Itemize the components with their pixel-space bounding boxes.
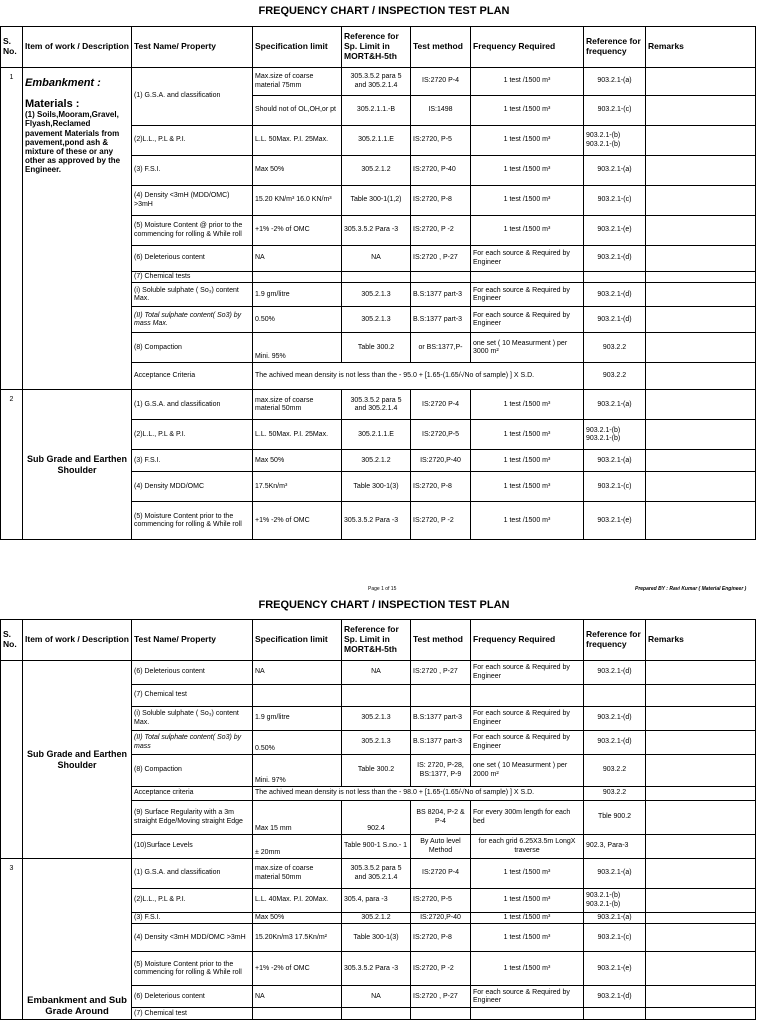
item-description: Embankment and Sub Grade Around <box>23 859 132 1020</box>
freq-ref: 903.2.1-(a) <box>584 390 646 420</box>
freq-ref: 902.3, Para-3 <box>584 835 646 859</box>
spec-limit: NA <box>253 661 342 685</box>
test-method: IS:2720, P-8 <box>411 186 471 216</box>
remarks <box>646 307 756 333</box>
remarks <box>646 363 756 390</box>
test-name: (9) Surface Regularity with a 3m straight Edge/Moving straight Edge <box>132 801 253 835</box>
col-header-spec: Specification limit <box>253 27 342 68</box>
serial-number <box>1 661 23 859</box>
test-method: IS:1498 <box>411 96 471 126</box>
spec-ref: 305.2.1.3 <box>342 731 411 755</box>
freq-ref: 903.2.1-(d) <box>584 986 646 1008</box>
remarks <box>646 661 756 685</box>
inspection-table-page-2 <box>0 619 756 1020</box>
test-method: IS:2720, P-8 <box>411 924 471 952</box>
spec-limit: 15.20 KN/m³ 16.0 KN/m³ <box>253 186 342 216</box>
frequency: 1 test /1500 m³ <box>471 913 584 924</box>
acceptance-criteria: The achived mean density is not less than the - 98.0 + [1.65-(1.65/√No of sample) ] X S.D. <box>253 787 584 801</box>
test-name: (6) Deleterious content <box>132 661 253 685</box>
frequency: For each source & Required by Engineer <box>471 283 584 307</box>
spec-ref: Table 300-1(3) <box>342 472 411 502</box>
remarks <box>646 952 756 986</box>
test-name: (4) Density <3mH MDD/OMC >3mH <box>132 924 253 952</box>
frequency: 1 test /1500 m³ <box>471 502 584 540</box>
freq-ref: 903.2.1-(d) <box>584 661 646 685</box>
frequency: 1 test /1500 m³ <box>471 889 584 913</box>
frequency: one set ( 10 Measurment ) per 3000 m² <box>471 333 584 363</box>
col-header-ref: Reference for Sp. Limit in MORT&H-5th <box>342 620 411 661</box>
test-name: (7) Chemical test <box>132 685 253 707</box>
spec-ref: 305.3.5.2 Para -3 <box>342 502 411 540</box>
spec-limit: L.L. 40Max. P.I. 20Max. <box>253 889 342 913</box>
frequency: For each source & Required by Engineer <box>471 246 584 272</box>
test-method: IS:2720, P -2 <box>411 952 471 986</box>
col-header-method: Test method <box>411 27 471 68</box>
freq-ref: 903.2.1-(b) 903.2.1-(b) <box>584 420 646 450</box>
test-method: BS 8204, P-2 & P-4 <box>411 801 471 835</box>
spec-ref: 902.4 <box>342 801 411 835</box>
col-header-sno: S. No. <box>1 620 23 661</box>
test-name: (1) G.S.A. and classification <box>132 68 253 126</box>
frequency: 1 test /1500 m³ <box>471 450 584 472</box>
item-text: (1) Soils,Mooram,Gravel, Flyash,Reclamed pavement Materials from pavement,pond ash & mixture of these or any other as approved by the Engineer. <box>25 110 121 175</box>
freq-ref: 903.2.2 <box>584 755 646 787</box>
test-method: B.S:1377 part-3 <box>411 731 471 755</box>
remarks <box>646 186 756 216</box>
test-name: (3) F.S.I. <box>132 450 253 472</box>
spec-ref: 305.3.5.2 para 5 and 305.2.1.4 <box>342 68 411 96</box>
table-row <box>1 859 756 889</box>
test-method: IS:2720, P-40 <box>411 156 471 186</box>
test-name: (II) Total sulphate content( So3) by mass Max. <box>132 307 253 333</box>
remarks <box>646 283 756 307</box>
remarks <box>646 246 756 272</box>
frequency: 1 test /1500 m³ <box>471 390 584 420</box>
frequency: 1 test /1500 m³ <box>471 472 584 502</box>
spec-limit: NA <box>253 246 342 272</box>
freq-ref: 903.2.1-(e) <box>584 216 646 246</box>
spec-ref: 305.2.1.3 <box>342 283 411 307</box>
freq-ref: 903.2.1-(c) <box>584 186 646 216</box>
frequency: 1 test /1500 m³ <box>471 924 584 952</box>
spec-limit: 1.9 gm/litre <box>253 283 342 307</box>
remarks <box>646 333 756 363</box>
test-method: IS:2720, P -2 <box>411 502 471 540</box>
frequency: one set ( 10 Measurment ) per 2000 m² <box>471 755 584 787</box>
spec-limit: NA <box>253 986 342 1008</box>
item-heading: Embankment : <box>25 77 101 89</box>
spec-limit: L.L. 50Max. P.I. 25Max. <box>253 420 342 450</box>
remarks <box>646 216 756 246</box>
freq-ref: Tble 900.2 <box>584 801 646 835</box>
test-method: B.S:1377 part-3 <box>411 283 471 307</box>
remarks <box>646 913 756 924</box>
spec-limit: Should not of OL,OH,or pt <box>253 96 342 126</box>
test-method: IS:2720,P-40 <box>411 450 471 472</box>
remarks <box>646 731 756 755</box>
test-method: By Auto level Method <box>411 835 471 859</box>
remarks <box>646 472 756 502</box>
spec-ref: 305.3.5.2 Para -3 <box>342 952 411 986</box>
col-header-sno: S. No. <box>1 27 23 68</box>
frequency: 1 test /1500 m³ <box>471 96 584 126</box>
col-header-remarks: Remarks <box>646 620 756 661</box>
col-header-test: Test Name/ Property <box>132 620 253 661</box>
freq-ref: 903.2.1-(a) <box>584 68 646 96</box>
frequency: 1 test /1500 m³ <box>471 186 584 216</box>
frequency: 1 test /1500 m³ <box>471 420 584 450</box>
remarks <box>646 96 756 126</box>
remarks <box>646 801 756 835</box>
frequency: 1 test /1500 m³ <box>471 156 584 186</box>
spec-limit: Mini. 95% <box>253 333 342 363</box>
freq-ref: 903.2.1-(d) <box>584 731 646 755</box>
spec-limit: Max 50% <box>253 450 342 472</box>
test-method: IS:2720, P -2 <box>411 216 471 246</box>
remarks <box>646 859 756 889</box>
freq-ref: 903.2.2 <box>584 363 646 390</box>
col-header-item: Item of work / Description <box>23 620 132 661</box>
table-header-row <box>1 620 756 661</box>
remarks <box>646 450 756 472</box>
test-method: B.S:1377 part-3 <box>411 707 471 731</box>
test-name: (4) Density <3mH (MDD/OMC) >3mH <box>132 186 253 216</box>
item-description: Sub Grade and Earthen Shoulder <box>23 661 132 859</box>
col-header-remarks: Remarks <box>646 27 756 68</box>
test-name: (3) F.S.I. <box>132 156 253 186</box>
spec-ref: 305.2.1.1.E <box>342 126 411 156</box>
spec-limit: max.size of coarse material 50mm <box>253 390 342 420</box>
remarks <box>646 889 756 913</box>
freq-ref: 903.2.1-(e) <box>584 952 646 986</box>
spec-limit: 0.50% <box>253 307 342 333</box>
test-method: IS:2720,P-5 <box>411 420 471 450</box>
spec-limit: ± 20mm <box>253 835 342 859</box>
col-header-reffreq: Reference for frequency <box>584 27 646 68</box>
frequency: For each source & Required by Engineer <box>471 661 584 685</box>
spec-ref: 305.2.1.3 <box>342 707 411 731</box>
test-name: (i) Soluble sulphate ( So₃) content Max. <box>132 707 253 731</box>
spec-ref: 305.3.5.2 para 5 and 305.2.1.4 <box>342 390 411 420</box>
remarks <box>646 835 756 859</box>
test-method: IS:2720,P-40 <box>411 913 471 924</box>
test-name: (II) Total sulphate content( So3) by mass <box>132 731 253 755</box>
table-row <box>1 68 756 96</box>
test-name: (3) F.S.I. <box>132 913 253 924</box>
item-description <box>23 68 132 390</box>
freq-ref: 903.2.1-(e) <box>584 502 646 540</box>
spec-limit: +1% -2% of OMC <box>253 502 342 540</box>
spec-ref: 305.2.1.2 <box>342 450 411 472</box>
freq-ref: 903.2.1-(d) <box>584 283 646 307</box>
spec-ref: NA <box>342 986 411 1008</box>
col-header-method: Test method <box>411 620 471 661</box>
col-header-item: Item of work / Description <box>23 27 132 68</box>
freq-ref: 903.2.1-(a) <box>584 156 646 186</box>
freq-ref: 903.2.1-(a) <box>584 913 646 924</box>
remarks <box>646 986 756 1008</box>
page-title: FREQUENCY CHART / INSPECTION TEST PLAN <box>258 599 510 611</box>
test-name: (8) Compaction <box>132 755 253 787</box>
frequency: For each source & Required by Engineer <box>471 707 584 731</box>
remarks <box>646 707 756 731</box>
test-method: IS:2720 P-4 <box>411 390 471 420</box>
spec-limit: Max 50% <box>253 156 342 186</box>
spec-ref: 305.2.1.3 <box>342 307 411 333</box>
frequency: For each source & Required by Engineer <box>471 307 584 333</box>
col-header-freq: Frequency Required <box>471 27 584 68</box>
serial-number: 1 <box>1 68 23 390</box>
remarks <box>646 156 756 186</box>
spec-ref: Table 300-1(3) <box>342 924 411 952</box>
frequency: 1 test /1500 m³ <box>471 859 584 889</box>
test-name: (5) Moisture Content @ prior to the commencing for rolling & While roll <box>132 216 253 246</box>
table-row <box>1 661 756 685</box>
spec-ref: NA <box>342 246 411 272</box>
freq-ref: 903.2.1-(b) 903.2.1-(b) <box>584 126 646 156</box>
test-name: (10)Surface Levels <box>132 835 253 859</box>
col-header-ref: Reference for Sp. Limit in MORT&H-5th <box>342 27 411 68</box>
spec-ref: NA <box>342 661 411 685</box>
test-method: IS:2720 P-4 <box>411 859 471 889</box>
freq-ref: 903.2.1-(a) <box>584 859 646 889</box>
spec-limit: Mini. 97% <box>253 755 342 787</box>
spec-limit: +1% -2% of OMC <box>253 216 342 246</box>
test-method: B.S:1377 part-3 <box>411 307 471 333</box>
test-name: (2)L.L., P.L & P.I. <box>132 126 253 156</box>
spec-limit: +1% -2% of OMC <box>253 952 342 986</box>
remarks <box>646 68 756 96</box>
spec-limit: Max.size of coarse material 75mm <box>253 68 342 96</box>
test-method: IS:2720, P-8 <box>411 472 471 502</box>
remarks <box>646 390 756 420</box>
spec-limit: Max 15 mm <box>253 801 342 835</box>
test-method: IS:2720 , P-27 <box>411 246 471 272</box>
test-name: (1) G.S.A. and classification <box>132 390 253 420</box>
remarks <box>646 126 756 156</box>
test-name: (8) Compaction <box>132 333 253 363</box>
frequency: For every 300m length for each bed <box>471 801 584 835</box>
spec-limit: Max 50% <box>253 913 342 924</box>
freq-ref: 903.2.1-(c) <box>584 924 646 952</box>
inspection-table-page-1 <box>0 26 756 540</box>
spec-ref: 305.3.5.2 Para -3 <box>342 216 411 246</box>
test-name: (5) Moisture Content prior to the commencing for rolling & While roll <box>132 502 253 540</box>
spec-ref: Table 300.2 <box>342 755 411 787</box>
col-header-spec: Specification limit <box>253 620 342 661</box>
table-header-row <box>1 27 756 68</box>
freq-ref: 903.2.1-(c) <box>584 472 646 502</box>
serial-number: 2 <box>1 390 23 540</box>
prepared-by: Prepared BY : Ravi Kumar ( Material Engineer ) <box>635 586 747 592</box>
spec-ref: 305.3.5.2 para 5 and 305.2.1.4 <box>342 859 411 889</box>
test-name: (5) Moisture Content prior to the commencing for rolling & While roll <box>132 952 253 986</box>
test-name: Acceptance Criteria <box>132 363 253 390</box>
spec-ref: Table 300-1(1,2) <box>342 186 411 216</box>
freq-ref: 903.2.1-(a) <box>584 450 646 472</box>
test-name: (2)L.L., P.L & P.I. <box>132 420 253 450</box>
test-name: (1) G.S.A. and classification <box>132 859 253 889</box>
serial-number: 3 <box>1 859 23 1020</box>
test-name: (6) Deleterious content <box>132 986 253 1008</box>
frequency: 1 test /1500 m³ <box>471 126 584 156</box>
frequency: For each source & Required by Engineer <box>471 986 584 1008</box>
remarks <box>646 755 756 787</box>
freq-ref: 903.2.1-(d) <box>584 307 646 333</box>
spec-limit: L.L. 50Max. P.I. 25Max. <box>253 126 342 156</box>
test-method: IS:2720 , P-27 <box>411 986 471 1008</box>
spec-limit: max.size of coarse material 50mm <box>253 859 342 889</box>
test-method: IS:2720 , P-27 <box>411 661 471 685</box>
test-method: IS:2720 P-4 <box>411 68 471 96</box>
spec-ref: 305.2.1.1.-B <box>342 96 411 126</box>
test-name: (6) Deleterious content <box>132 246 253 272</box>
spec-ref: Table 300.2 <box>342 333 411 363</box>
freq-ref: 903.2.2 <box>584 333 646 363</box>
col-header-reffreq: Reference for frequency <box>584 620 646 661</box>
freq-ref: 903.2.1-(b) 903.2.1-(b) <box>584 889 646 913</box>
spec-ref: Table 900-1 S.no.- 1 <box>342 835 411 859</box>
spec-limit: 15.20Kn/m3 17.5Kn/m² <box>253 924 342 952</box>
test-method: IS:2720, P-5 <box>411 126 471 156</box>
remarks <box>646 502 756 540</box>
spec-ref: 305.4, para -3 <box>342 889 411 913</box>
test-method: or BS:1377,P- <box>411 333 471 363</box>
remarks <box>646 420 756 450</box>
test-method: IS: 2720, P-28, BS:1377, P-9 <box>411 755 471 787</box>
test-name: (i) Soluble sulphate ( So₃) content Max. <box>132 283 253 307</box>
remarks <box>646 924 756 952</box>
item-description: Sub Grade and Earthen Shoulder <box>23 390 132 540</box>
freq-ref: 903.2.1-(c) <box>584 96 646 126</box>
spec-limit: 1.9 gm/litre <box>253 707 342 731</box>
frequency: 1 test /1500 m³ <box>471 952 584 986</box>
test-name: (7) Chemical test <box>132 1008 253 1020</box>
page-title: FREQUENCY CHART / INSPECTION TEST PLAN <box>258 5 510 17</box>
frequency: For each source & Required by Engineer <box>471 731 584 755</box>
spec-limit: 0.50% <box>253 731 342 755</box>
spec-ref: 305.2.1.2 <box>342 156 411 186</box>
spec-ref: 305.2.1.1.E <box>342 420 411 450</box>
freq-ref: 903.2.2 <box>584 787 646 801</box>
freq-ref: 903.2.1-(d) <box>584 246 646 272</box>
freq-ref: 903.2.1-(d) <box>584 707 646 731</box>
spec-ref: 305.2.1.2 <box>342 913 411 924</box>
test-name: (2)L.L., P.L & P.I. <box>132 889 253 913</box>
test-name: (7) Chemical tests <box>132 272 253 283</box>
col-header-freq: Frequency Required <box>471 620 584 661</box>
test-name: (4) Density MDD/OMC <box>132 472 253 502</box>
remarks <box>646 787 756 801</box>
col-header-test: Test Name/ Property <box>132 27 253 68</box>
frequency: 1 test /1500 m³ <box>471 68 584 96</box>
frequency: 1 test /1500 m³ <box>471 216 584 246</box>
acceptance-criteria: The achived mean density is not less than the - 95.0 + [1.65-(1.65/√No of sample) ] X S.D. <box>253 363 584 390</box>
spec-limit: 17.5Kn/m³ <box>253 472 342 502</box>
table-row <box>1 390 756 420</box>
item-subheading: Materials : <box>25 97 80 110</box>
page-number: Page 1 of 15 <box>368 586 397 592</box>
frequency: for each grid 6.25X3.5m LongX traverse <box>471 835 584 859</box>
test-method: IS:2720, P-5 <box>411 889 471 913</box>
test-name: Acceptance criteria <box>132 787 253 801</box>
